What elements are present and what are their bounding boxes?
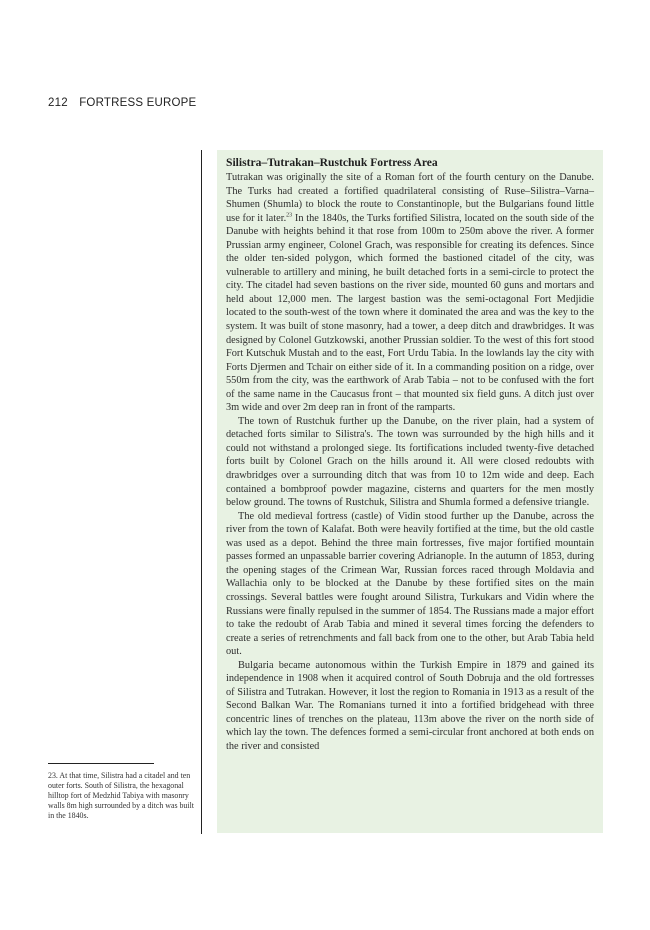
box-paragraph-3: The old medieval fortress (castle) of Vidin stood further up the Danube, across the river from the town of Kalafat. Both were heavily fortified at the time, but the old castle was used as a depot. Behind the three main fortresses, five major fortified mountain passes formed an unpassable barrier covering Adrianople. In the autumn of 1853, during the opening stages of the Crimean War, Russian forces raced through Moldavia and Wallachia only to be blocked at the Danube by these fortified sites on the main crossings. Several battles were fought around Silistra, Turkukars and Vidin where the Russians were finally repulsed in the summer of 1854. The Russians made a major effort to take the redoubt of Arab Tabia and mined it several times forcing the defenders to create a series of retrenchments and fall back from one to the other, but Arab Tabia held out. bbox=[226, 510, 594, 658]
box-heading: Silistra–Tutrakan–Rustchuk Fortress Area bbox=[226, 156, 438, 169]
box-paragraph-1-text-b: In the 1840s, the Turks fortified Silistra, located on the south side of the Danube with heights behind it that rose from 100m to 250m above the river. A former Prussian army engineer, Colonel Grach, was responsible for creating its defences. Since the older ten-sided polygon, which formed the bastioned citadel of the city, was vulnerable to artillery and mining, he built detached forts in a semi-circle to protect the city. The citadel had seven bastions on the river side, mounted 60 guns and mortars and held about 12,000 men. The largest bastion was the semi-octagonal Fort Medjidie located to the south-west of the town where it dominated the area and was the key to the system. It was built of stone masonry, had a tower, a deep ditch and drawbridges. It was designed by Colonel Gutzkowski, another Prussian soldier. To the west of this fort stood Fort Kutschuk Mustah and to the east, Fort Urdu Tabia. In the lowlands lay the city with Forts Djermen and Tchair on either side of it. In a commanding position on a ridge, over 550m from the city, was the earthwork of Arab Tabia – not to be confused with the fort of the same name in the Caucasus front – that mounted six field guns. A ditch just over 3m wide and over 2m deep ran in front of the ramparts. bbox=[226, 212, 594, 414]
running-title: FORTRESS EUROPE bbox=[79, 97, 197, 109]
footnote-rule bbox=[48, 763, 154, 764]
box-paragraph-4: Bulgaria became autonomous within the Turkish Empire in 1879 and gained its independence in 1908 when it acquired control of South Dobruja and the old fortresses of Silistra and Tutrakan. However, it lost the region to Romania in 1913 as a result of the Second Balkan War. The Romanians turned it into a fortified bridgehead with three concentric lines of trenches on the plateau, 113m above the river on the north side of which lay the town. The defences formed a semi-circular front anchored at both ends on the river and consisted bbox=[226, 659, 594, 752]
footnote-23: 23. At that time, Silistra had a citadel and ten outer forts. South of Silistra, the hexagonal hilltop fort of Medzhid Tabiya with masonry walls 8m high surrounded by a ditch was built in the 1840s. bbox=[48, 771, 194, 821]
page-number: 212 bbox=[48, 97, 68, 109]
margin-rule bbox=[201, 150, 202, 834]
box-paragraph-2: The town of Rustchuk further up the Danube, on the river plain, had a system of detached forts similar to Silistra's. The town was surrounded by the high hills and it could not withstand a prolonged siege. Its fortifications included twenty-five detached forts built by Colonel Grach on the hills around it. All were closed redoubts with drawbridges over a surrounding ditch that was from 10 to 12m wide and deep. Each contained a bombproof powder magazine, cisterns and quarters for the men mostly below ground. The towns of Rustchuk, Silistra and Shumla formed a defensive triangle. bbox=[226, 415, 594, 509]
box-paragraph-1 bbox=[226, 171, 594, 415]
sidebar-box bbox=[217, 150, 603, 833]
running-head bbox=[48, 97, 196, 109]
footnote-reference[interactable]: 23 bbox=[286, 212, 293, 219]
box-paragraph-1-text-a: Tutrakan was originally the site of a Roman fort of the fourth century on the Danube. The Turks had created a fortified quadrilateral consisting of Ruse–Silistra–Varna–Shumen (Shumla) to block the route to Constantinople, but the Bulgarians found little use for it later. bbox=[226, 172, 594, 224]
